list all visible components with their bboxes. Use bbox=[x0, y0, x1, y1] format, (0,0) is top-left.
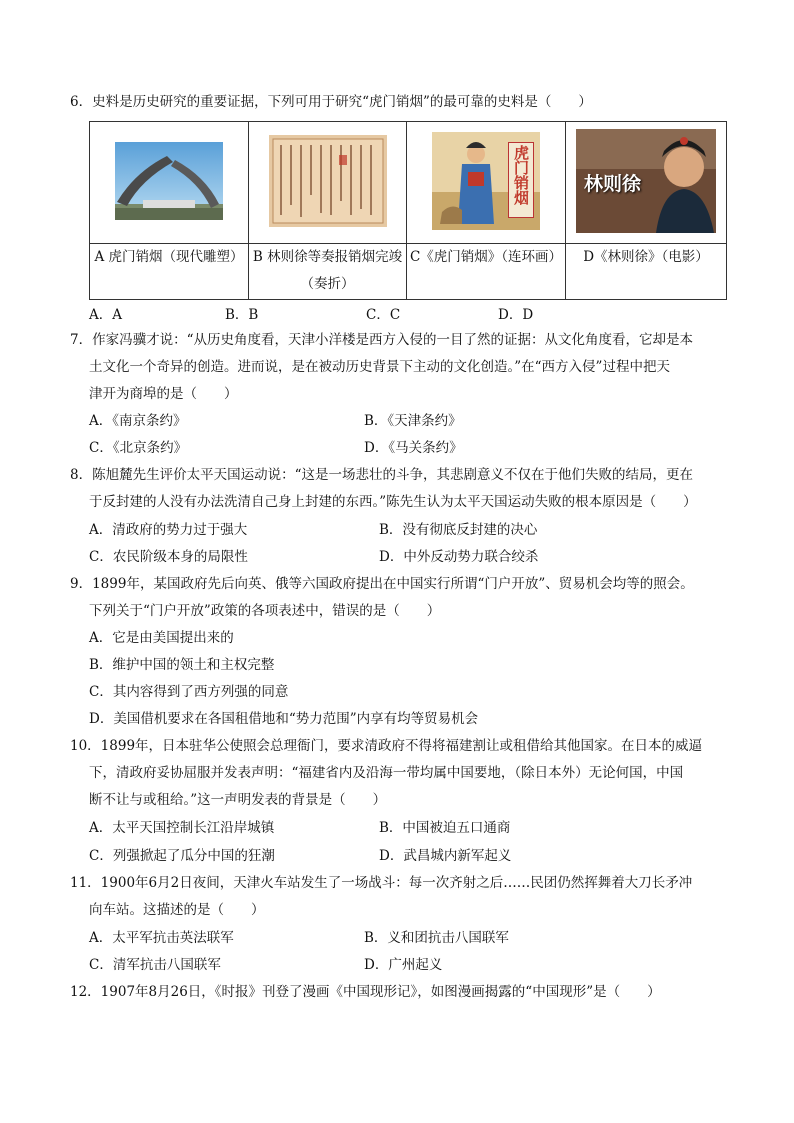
cell-b-image bbox=[249, 122, 407, 244]
option-c[interactable]: C．农民阶级本身的局限性 bbox=[89, 549, 248, 565]
option-c[interactable]: C．其内容得到了西方列强的同意 bbox=[89, 684, 289, 700]
movie-title-text: 林则徐 bbox=[584, 172, 642, 195]
source-table bbox=[89, 121, 727, 300]
option-a[interactable]: A．清政府的势力过于强大 bbox=[89, 522, 248, 538]
option-a[interactable]: A．《南京条约》 bbox=[89, 413, 187, 429]
option-a[interactable]: A．太平军抗击英法联军 bbox=[89, 930, 234, 946]
question-12: 12．1907年8月26日，《时报》刊登了漫画《中国现形记》，如图漫画揭露的“中国现形”是（ ） bbox=[70, 984, 661, 1000]
question-6-options bbox=[89, 303, 729, 327]
question-7-options-row1 bbox=[89, 408, 729, 435]
cell-b-caption: B 林则徐等奏报销烟完竣 （奏折） bbox=[249, 244, 407, 300]
comic-illustration bbox=[432, 132, 540, 230]
question-8-options-row1 bbox=[89, 517, 729, 544]
question-11-options-row1 bbox=[89, 925, 729, 952]
cell-c-caption: C《虎门销烟》（连环画） bbox=[407, 244, 566, 300]
question-10-options-row1 bbox=[89, 815, 729, 842]
option-d[interactable]: D．《马关条约》 bbox=[364, 440, 463, 456]
option-b[interactable]: B．《天津条约》 bbox=[364, 413, 462, 429]
cell-a-image bbox=[90, 122, 249, 244]
option-b[interactable]: B．没有彻底反封建的决心 bbox=[379, 522, 538, 538]
question-6-stem: 6．史料是历史研究的重要证据，下列可用于研究“虎门销烟”的最可靠的史料是（ ） bbox=[70, 94, 592, 110]
option-c[interactable]: C．《北京条约》 bbox=[89, 440, 188, 456]
option-d[interactable]: D．中外反动势力联合绞杀 bbox=[379, 549, 539, 565]
question-6 bbox=[70, 89, 730, 116]
question-8: 8．陈旭麓先生评价太平天国运动说：“这是一场悲壮的斗争，其悲剧意义不仅在于他们失败的结局，更在 于反封建的人没有办法洗清自己身上封建的东西。”陈先生认为太平天国运动失败的根本原因是（ ） bbox=[70, 467, 697, 510]
option-c[interactable]: C．列强掀起了瓜分中国的狂潮 bbox=[89, 848, 275, 864]
option-d[interactable]: D．广州起义 bbox=[364, 957, 443, 973]
question-8-options-row2 bbox=[89, 544, 729, 571]
question-10-options-row2 bbox=[89, 843, 729, 870]
option-a[interactable]: A．它是由美国提出来的 bbox=[89, 630, 234, 646]
question-11-options-row2 bbox=[89, 952, 729, 979]
cell-c-image bbox=[407, 122, 566, 244]
option-b[interactable]: B．B bbox=[225, 307, 259, 323]
option-d[interactable]: D．武昌城内新军起义 bbox=[379, 848, 512, 864]
question-7-options-row2 bbox=[89, 435, 729, 462]
option-a[interactable]: A．太平天国控制长江沿岸城镇 bbox=[89, 820, 275, 836]
question-11: 11．1900年6月2日夜间，天津火车站发生了一场战斗：每一次齐射之后……民团仍然挥舞着大刀长矛冲 向车站。这描述的是（ ） bbox=[70, 875, 693, 918]
comic-title-panel bbox=[508, 142, 534, 218]
question-10: 10．1899年，日本驻华公使照会总理衙门，要求清政府不得将福建割让或租借给其他国家。在日本的威逼 下，清政府妥协屈服并发表声明：“福建省内及沿海一带均属中国要地，（除日本外）无论何国，中国 断不让与或租给。”这一声明发表的背景是（ ） bbox=[70, 738, 703, 808]
cell-d-image bbox=[566, 122, 727, 244]
option-a[interactable]: A．A bbox=[89, 307, 122, 323]
option-b[interactable]: B．中国被迫五口通商 bbox=[379, 820, 511, 836]
cell-a-caption: A 虎门销烟（现代雕塑） bbox=[90, 244, 249, 300]
option-b[interactable]: B．义和团抗击八国联军 bbox=[364, 930, 509, 946]
sculpture-photo bbox=[115, 142, 223, 220]
question-7: 7．作家冯骥才说：“从历史角度看，天津小洋楼是西方入侵的一目了然的证据：从文化角度看，它却是本 土文化一个奇异的创造。进而说，是在被动历史背景下主动的文化创造。”在“西方入侵”过程中把天 津开为商埠的是（ ） bbox=[70, 332, 693, 402]
memorial-document-photo bbox=[269, 135, 387, 227]
option-c[interactable]: C．C bbox=[366, 307, 401, 323]
comic-title-text: 虎门销烟 bbox=[512, 144, 530, 205]
option-d[interactable]: D．美国借机要求在各国租借地和“势力范围”内享有均等贸易机会 bbox=[89, 711, 479, 727]
movie-still bbox=[576, 129, 716, 233]
option-d[interactable]: D．D bbox=[498, 307, 534, 323]
cell-d-caption: D《林则徐》（电影） bbox=[566, 244, 727, 300]
option-b[interactable]: B．维护中国的领土和主权完整 bbox=[89, 657, 275, 673]
option-c[interactable]: C．清军抗击八国联军 bbox=[89, 957, 221, 973]
question-9: 9．1899年，某国政府先后向英、俄等六国政府提出在中国实行所谓“门户开放”、贸易机会均等的照会。 下列关于“门户开放”政策的各项表述中，错误的是（ ） bbox=[70, 576, 694, 619]
